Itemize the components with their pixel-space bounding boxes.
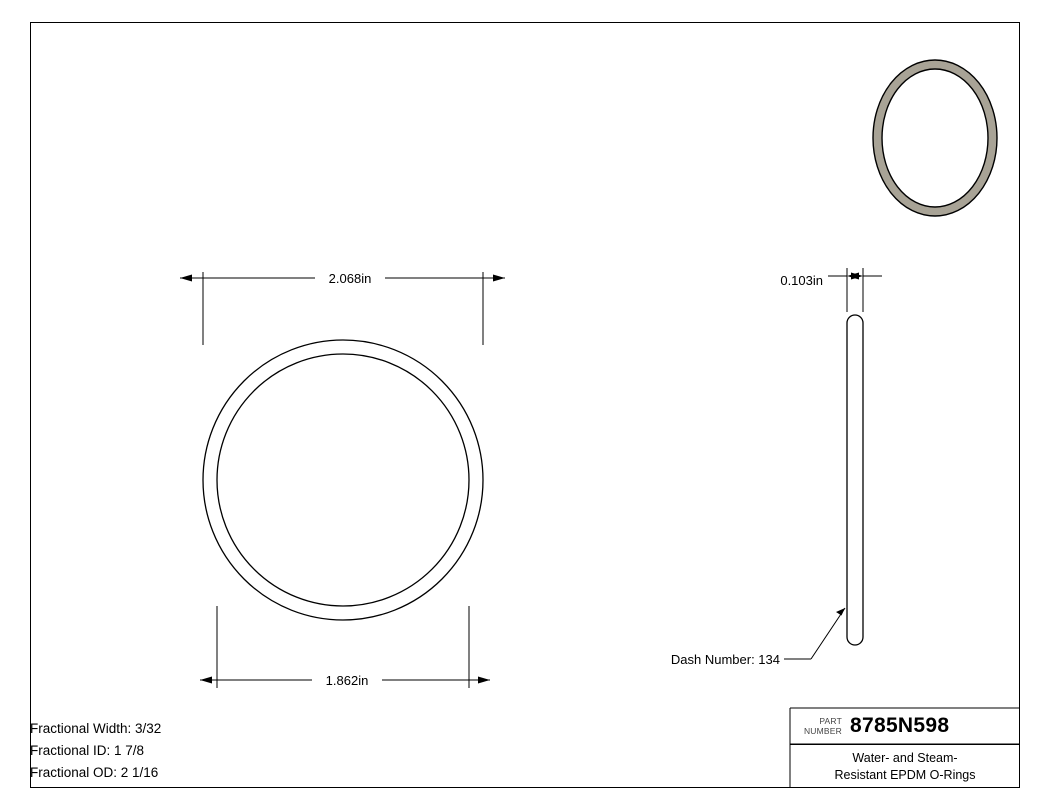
- dash-number-label: Dash Number: 134: [670, 652, 780, 667]
- od-dimension-text: 2.068in: [328, 271, 372, 286]
- part-number-value: 8785N598: [850, 714, 950, 737]
- title-block: [790, 708, 1020, 788]
- isometric-o-ring-preview: [873, 60, 997, 216]
- front-o-ring-view: [203, 340, 483, 620]
- part-number-label-line2: NUMBER: [803, 726, 842, 736]
- id-dimension: [200, 606, 490, 688]
- spec-fractional-id: Fractional ID: 1 7/8: [30, 743, 145, 758]
- part-number-row: [790, 708, 1020, 745]
- spec-fractional-od: Fractional OD: 2 1/16: [30, 765, 159, 780]
- od-dimension: [180, 271, 505, 345]
- side-o-ring-view: [847, 315, 863, 645]
- id-dimension-text: 1.862in: [325, 673, 369, 688]
- dash-number-leader: [671, 608, 845, 667]
- specification-list: [30, 718, 161, 784]
- product-description: [790, 745, 1020, 784]
- part-number-label-line1: PART: [819, 716, 842, 726]
- thickness-dimension: [780, 268, 882, 312]
- part-number-label: [796, 716, 842, 736]
- spec-fractional-width: Fractional Width: 3/32: [30, 721, 162, 736]
- product-description-line2: Resistant EPDM O-Rings: [834, 768, 976, 782]
- product-description-line1: Water- and Steam-: [852, 751, 958, 765]
- thickness-dimension-text: 0.103in: [780, 273, 823, 288]
